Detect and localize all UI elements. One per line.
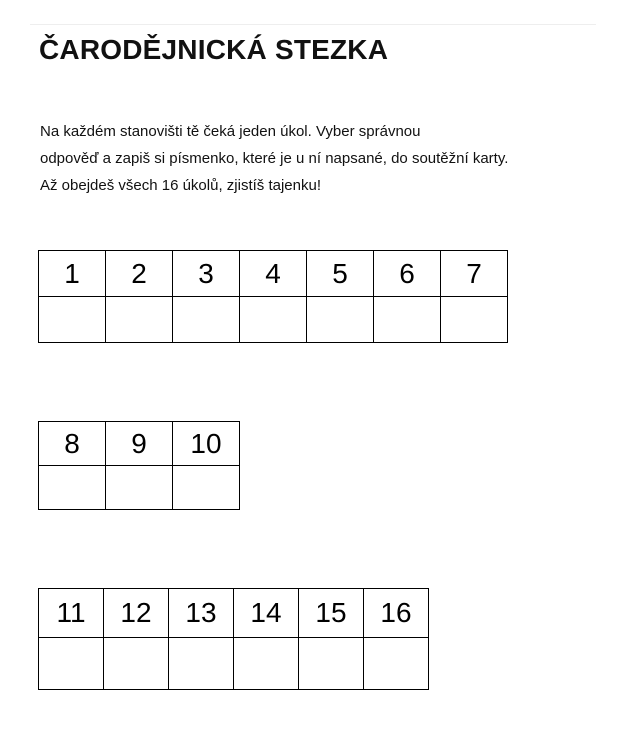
answer-cell[interactable] [106,297,173,343]
task-number-cell: 1 [39,251,106,297]
task-number-cell: 6 [374,251,441,297]
task-number-cell: 14 [234,589,299,638]
grid-number-row [39,422,240,466]
task-number-cell: 5 [307,251,374,297]
answer-cell[interactable] [374,297,441,343]
answer-cell[interactable] [240,297,307,343]
task-number-cell: 2 [106,251,173,297]
answer-grid-8-10 [38,421,240,510]
instructions-line: Na každém stanovišti tě čeká jeden úkol. Vyber správnou [40,123,421,140]
task-number-cell: 9 [106,422,173,466]
grid-answer-row [39,297,508,343]
task-number-cell: 7 [441,251,508,297]
answer-cell[interactable] [173,466,240,510]
grid-number-row [39,251,508,297]
answer-cell[interactable] [307,297,374,343]
answer-cell[interactable] [104,638,169,690]
task-number-cell: 15 [299,589,364,638]
answer-cell[interactable] [106,466,173,510]
task-number-cell: 13 [169,589,234,638]
top-divider [30,24,596,25]
task-number-cell: 12 [104,589,169,638]
task-number-cell: 11 [39,589,104,638]
task-number-cell: 16 [364,589,429,638]
answer-cell[interactable] [299,638,364,690]
task-number-cell: 3 [173,251,240,297]
instructions-paragraph [40,118,610,199]
grid-answer-row [39,638,429,690]
answer-cell[interactable] [173,297,240,343]
answer-grid-1-7 [38,250,508,343]
answer-cell[interactable] [39,466,106,510]
grid-answer-row [39,466,240,510]
instructions-line: Až obejdeš všech 16 úkolů, zjistíš tajenku! [40,177,321,194]
instructions-line: odpověď a zapiš si písmenko, které je u ní napsané, do soutěžní karty. [40,150,509,167]
task-number-cell: 4 [240,251,307,297]
answer-grid-11-16 [38,588,429,690]
answer-cell[interactable] [234,638,299,690]
grid-number-row [39,589,429,638]
answer-cell[interactable] [441,297,508,343]
task-number-cell: 8 [39,422,106,466]
answer-cell[interactable] [39,638,104,690]
task-number-cell: 10 [173,422,240,466]
answer-cell[interactable] [39,297,106,343]
answer-cell[interactable] [169,638,234,690]
answer-cell[interactable] [364,638,429,690]
page-title: ČARODĚJNICKÁ STEZKA [39,34,389,65]
